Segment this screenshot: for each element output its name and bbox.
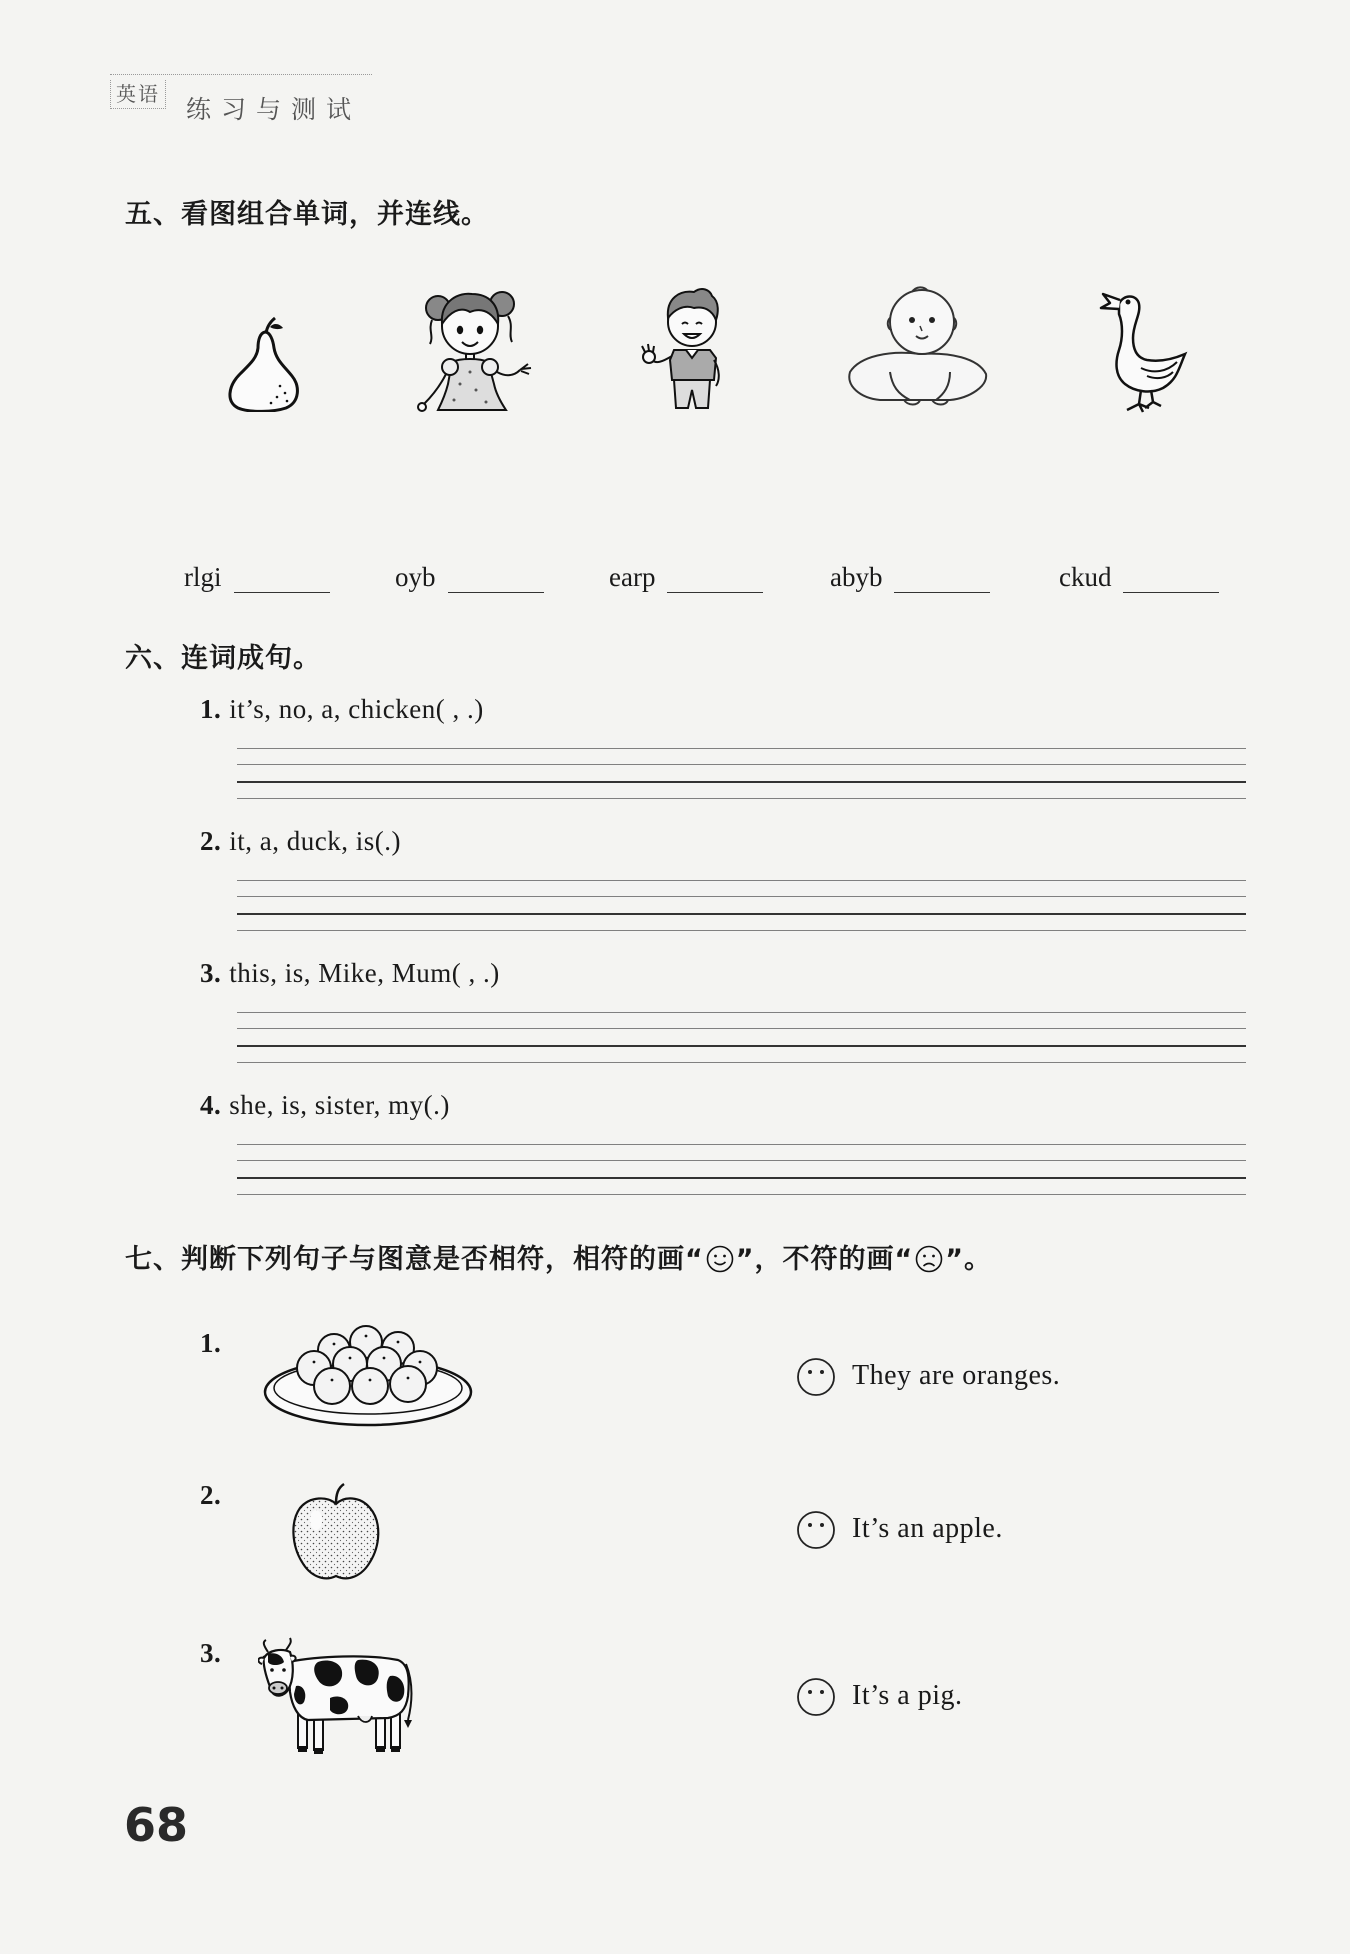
scrambled-word: oyb bbox=[395, 562, 436, 592]
section-5-title: 五、看图组合单词，并连线。 bbox=[125, 199, 489, 230]
sentence-item-4 bbox=[200, 1090, 450, 1121]
answer-blank[interactable] bbox=[894, 566, 990, 593]
writing-lines-4[interactable] bbox=[237, 1144, 1246, 1196]
section-6-title: 六、连词成句。 bbox=[125, 643, 321, 674]
apple-image bbox=[288, 1482, 383, 1584]
item-number: 2. bbox=[200, 826, 222, 856]
judge-sentence-2: It’s an apple. bbox=[852, 1513, 1003, 1544]
answer-blank[interactable] bbox=[448, 566, 544, 593]
judge-sentence-1: They are oranges. bbox=[852, 1360, 1061, 1391]
item-words: it, a, duck, is(.) bbox=[229, 826, 401, 856]
answer-blank[interactable] bbox=[667, 566, 763, 593]
header-dotted-line bbox=[110, 74, 372, 75]
answer-face-circle-1[interactable] bbox=[796, 1357, 836, 1397]
judge-sentence-3: It’s a pig. bbox=[852, 1680, 963, 1711]
writing-lines-3[interactable] bbox=[237, 1012, 1246, 1064]
cow-image bbox=[258, 1636, 413, 1758]
item-number: 1. bbox=[200, 1328, 222, 1358]
word-pair-2 bbox=[395, 562, 544, 593]
header-title: 练习与测试 bbox=[186, 95, 362, 124]
boy-image bbox=[640, 280, 740, 415]
duck-image bbox=[1097, 288, 1192, 413]
pear-image bbox=[222, 316, 302, 412]
word-pair-5 bbox=[1059, 562, 1219, 593]
word-pair-3 bbox=[609, 562, 763, 593]
oranges-plate-image bbox=[262, 1322, 474, 1428]
item-words: it’s, no, a, chicken( , .) bbox=[229, 694, 484, 724]
word-pair-1 bbox=[184, 562, 330, 593]
section-7-title-suffix: ”。 bbox=[945, 1244, 992, 1275]
item-number: 3. bbox=[200, 958, 222, 988]
item-number: 4. bbox=[200, 1090, 222, 1120]
scrambled-word: rlgi bbox=[184, 562, 222, 592]
scrambled-word: abyb bbox=[830, 562, 883, 592]
scrambled-word: earp bbox=[609, 562, 656, 592]
answer-blank[interactable] bbox=[234, 566, 330, 593]
item-number: 3. bbox=[200, 1638, 222, 1668]
smiley-face-icon bbox=[705, 1244, 735, 1274]
page-number: 68 bbox=[124, 1798, 189, 1852]
word-pair-4 bbox=[830, 562, 990, 593]
sentence-item-2 bbox=[200, 826, 401, 857]
item-words: she, is, sister, my(.) bbox=[229, 1090, 450, 1120]
judge-item-2-number bbox=[200, 1480, 229, 1511]
answer-face-circle-3[interactable] bbox=[796, 1677, 836, 1717]
scrambled-word: ckud bbox=[1059, 562, 1112, 592]
section-7-title-prefix: 七、判断下列句子与图意是否相符，相符的画“ bbox=[125, 1244, 704, 1275]
baby-image bbox=[840, 276, 990, 416]
sentence-item-1 bbox=[200, 694, 484, 725]
item-number: 2. bbox=[200, 1480, 222, 1510]
judge-item-1-number bbox=[200, 1328, 229, 1359]
header-subject: 英语 bbox=[110, 80, 166, 109]
section-7-title bbox=[125, 1237, 992, 1276]
section-7-title-middle: ”，不符的画“ bbox=[735, 1244, 914, 1275]
answer-face-circle-2[interactable] bbox=[796, 1510, 836, 1550]
item-number: 1. bbox=[200, 694, 222, 724]
sentence-item-3 bbox=[200, 958, 500, 989]
girl-image bbox=[410, 280, 535, 415]
writing-lines-1[interactable] bbox=[237, 748, 1246, 800]
answer-blank[interactable] bbox=[1123, 566, 1219, 593]
sad-face-icon bbox=[914, 1244, 944, 1274]
item-words: this, is, Mike, Mum( , .) bbox=[229, 958, 500, 988]
judge-item-3-number bbox=[200, 1638, 229, 1669]
writing-lines-2[interactable] bbox=[237, 880, 1246, 932]
